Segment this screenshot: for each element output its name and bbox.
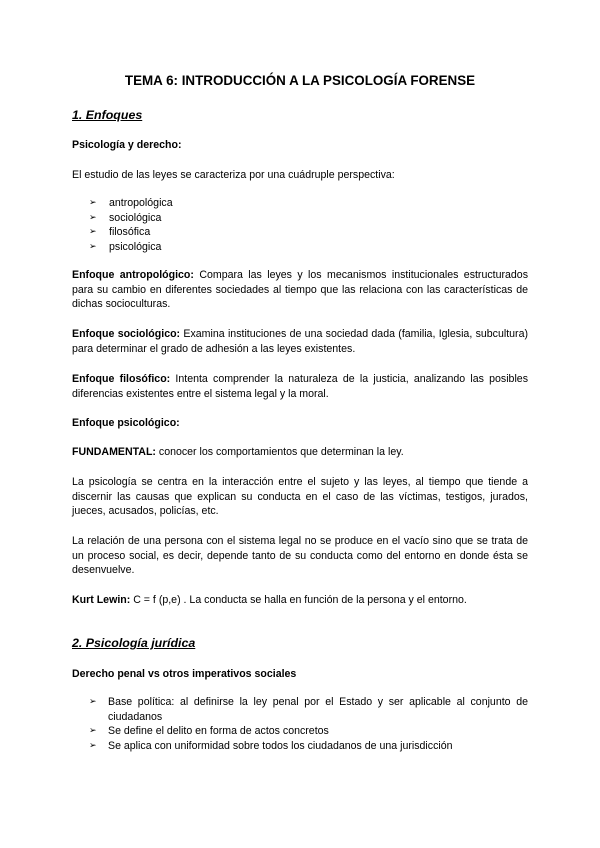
psychological-heading: Enfoque psicológico: [72,417,180,429]
list-item: ➢ psicológica [89,240,528,255]
philosophical-paragraph [72,372,528,401]
list-item: ➢ Base política: al definirse la ley penal por el Estado y ser aplicable al conjunto de ciudadanos [89,695,528,724]
list-item: ➢ Se aplica con uniformidad sobre todos los ciudadanos de una jurisdicción [89,739,528,754]
penal-law-list [89,695,528,753]
perspective-list [89,196,528,254]
lewin-paragraph [72,593,528,608]
psychology-paragraph: La psicología se centra en la interacción entre el sujeto y las leyes, al tiempo que tiende a discernir las causas que explican su conducta en el caso de las víctimas, testigos, jurados, jueces, acusados, policías, etc. [72,476,528,518]
sociological-text: Examina instituciones de una sociedad dada (familia, Iglesia, subcultura) para determinar el grado de adhesión a las leyes existentes. [72,328,528,355]
legal-relation-paragraph: La relación de una persona con el sistema legal no se produce en el vacío sino que se trata de un proceso social, es decir, depende tanto de su conducta como del entorno en donde ésta se desenvuelve. [72,535,528,577]
anthropological-label: Enfoque antropológico: [72,269,194,281]
fundamental-text: conocer los comportamientos que determinan la ley. [155,446,404,458]
section-1-heading: 1. Enfoques [72,108,143,122]
list-item: ➢ sociológica [89,211,528,226]
lewin-text: C = f (p,e) . La conducta se halla en función de la persona y el entorno. [130,594,467,606]
lewin-label: Kurt Lewin: [72,594,131,606]
sociological-paragraph [72,327,528,356]
intro-text: El estudio de las leyes se caracteriza por una cuádruple perspectiva: [72,169,395,181]
section-2-heading: 2. Psicología jurídica [72,636,196,650]
list-item: ➢ filosófica [89,225,528,240]
philosophical-label: Enfoque filosófico: [72,373,171,385]
philosophical-text: Intenta comprender la naturaleza de la justicia, analizando las posibles diferencias existentes entre el sistema legal y la moral. [72,373,528,400]
document-title: TEMA 6: INTRODUCCIÓN A LA PSICOLOGÍA FORENSE [124,73,476,88]
list-item: ➢ antropológica [89,196,528,211]
fundamental-label: FUNDAMENTAL: [72,446,156,458]
section-2-subheading: Derecho penal vs otros imperativos sociales [72,668,297,680]
section-1-subheading: Psicología y derecho: [72,139,182,151]
fundamental-paragraph [72,445,528,460]
anthropological-text: Compara las leyes y los mecanismos institucionales estructurados para su cambio en diferentes sociedades al tiempo que las relaciona con las características de dichas socioculturas. [72,269,528,311]
list-item: ➢ Se define el delito en forma de actos concretos [89,724,528,739]
sociological-label: Enfoque sociológico: [72,328,181,340]
anthropological-paragraph [72,268,528,312]
